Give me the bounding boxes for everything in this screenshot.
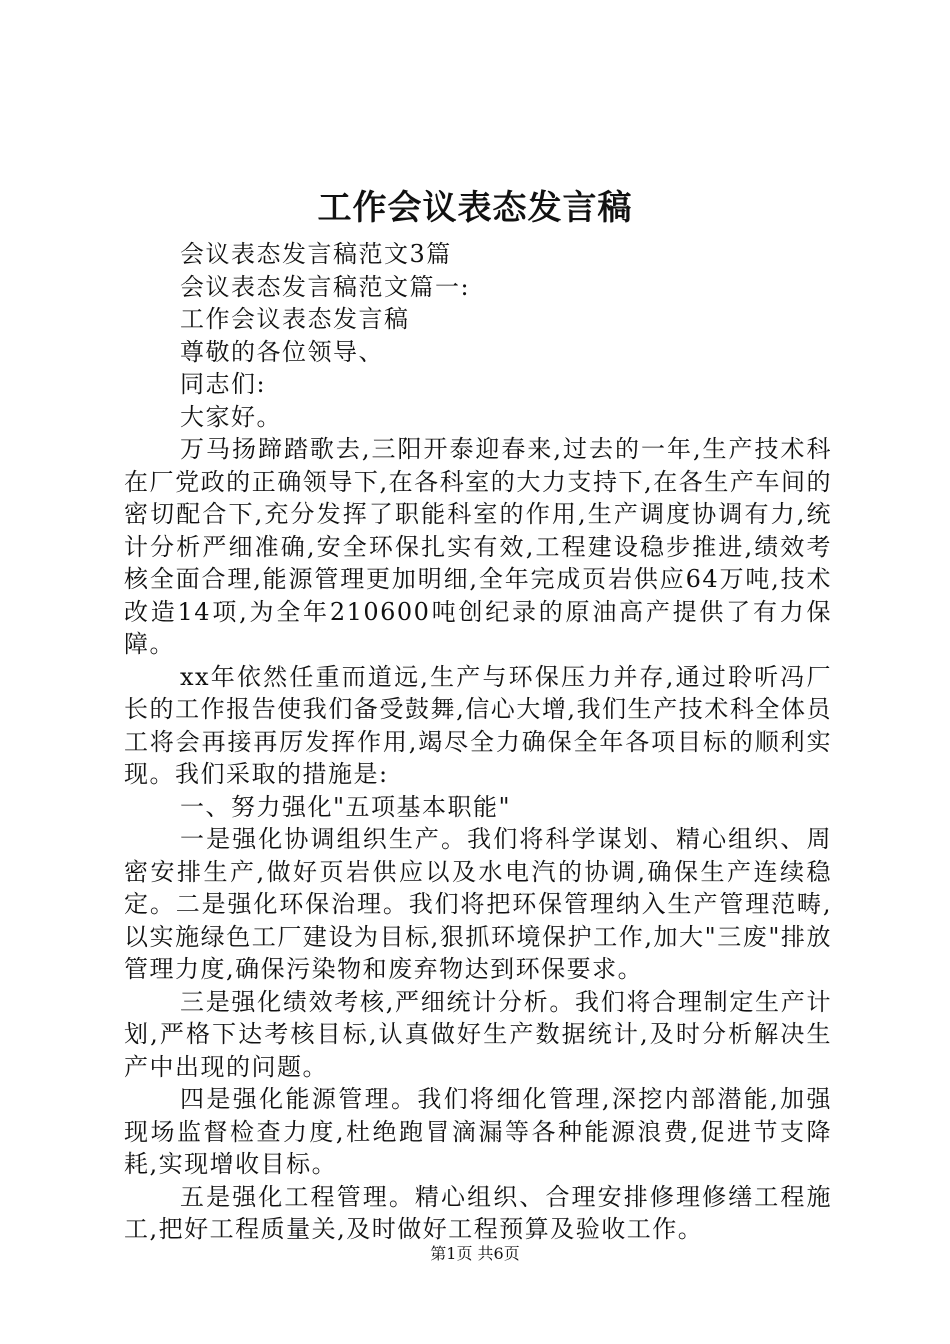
page-number: 第1页 共6页 — [430, 1244, 520, 1263]
paragraph: 四是强化能源管理。我们将细化管理,深挖内部潜能,加强现场监督检查力度,杜绝跑冒滴漏等各种能源浪费,促进节支降耗,实现增收目标。 — [124, 1085, 832, 1178]
paragraph: 会议表态发言稿范文篇一: — [180, 272, 471, 301]
paragraph: 同志们: — [180, 370, 267, 398]
paragraph: 五是强化工程管理。精心组织、合理安排修理修缮工程施工,把好工程质量关,及时做好工程预算及验收工作。 — [124, 1182, 832, 1243]
paragraph: 大家好。 — [180, 402, 282, 431]
paragraph: 一是强化协调组织生产。我们将科学谋划、精心组织、周密安排生产,做好页岩供应以及水电汽的协调,确保生产连续稳定。二是强化环保治理。我们将把环保管理纳入生产管理范畴,以实施绿色工厂建设为目标,狠抓环境保护工作,加大"三废"排放管理力度,确保污染物和废弃物达到环保要求。 — [124, 825, 832, 983]
section-heading: 一、努力强化"五项基本职能" — [180, 792, 512, 821]
paragraph: 万马扬蹄踏歌去,三阳开泰迎春来,过去的一年,生产技术科在厂党政的正确领导下,在各科室的大力支持下,在各生产车间的密切配合下,充分发挥了职能科室的作用,生产调度协调有力,统计分析严细准确,安全环保扎实有效,工程建设稳步推进,绩效考核全面合理,能源管理更加明细,全年完成页岩供应64万吨,技术改造14项,为全年210600吨创纪录的原油高产提供了有力保障。 — [124, 435, 832, 658]
document-body — [124, 238, 832, 1246]
paragraph: 会议表态发言稿范文3篇 — [180, 240, 452, 268]
paragraph: 工作会议表态发言稿 — [180, 305, 410, 333]
paragraph: 尊敬的各位领导、 — [180, 337, 384, 366]
document-title: 工作会议表态发言稿 — [317, 188, 633, 228]
paragraph: 三是强化绩效考核,严细统计分析。我们将合理制定生产计划,严格下达考核目标,认真做好生产数据统计,及时分析解决生产中出现的问题。 — [124, 987, 832, 1081]
paragraph: xx年依然任重而道远,生产与环保压力并存,通过聆听冯厂长的工作报告使我们备受鼓舞,信心大增,我们生产技术科全体员工将会再接再厉发挥作用,竭尽全力确保全年各项目标的顺利实现。我们采取的措施是: — [124, 662, 832, 788]
